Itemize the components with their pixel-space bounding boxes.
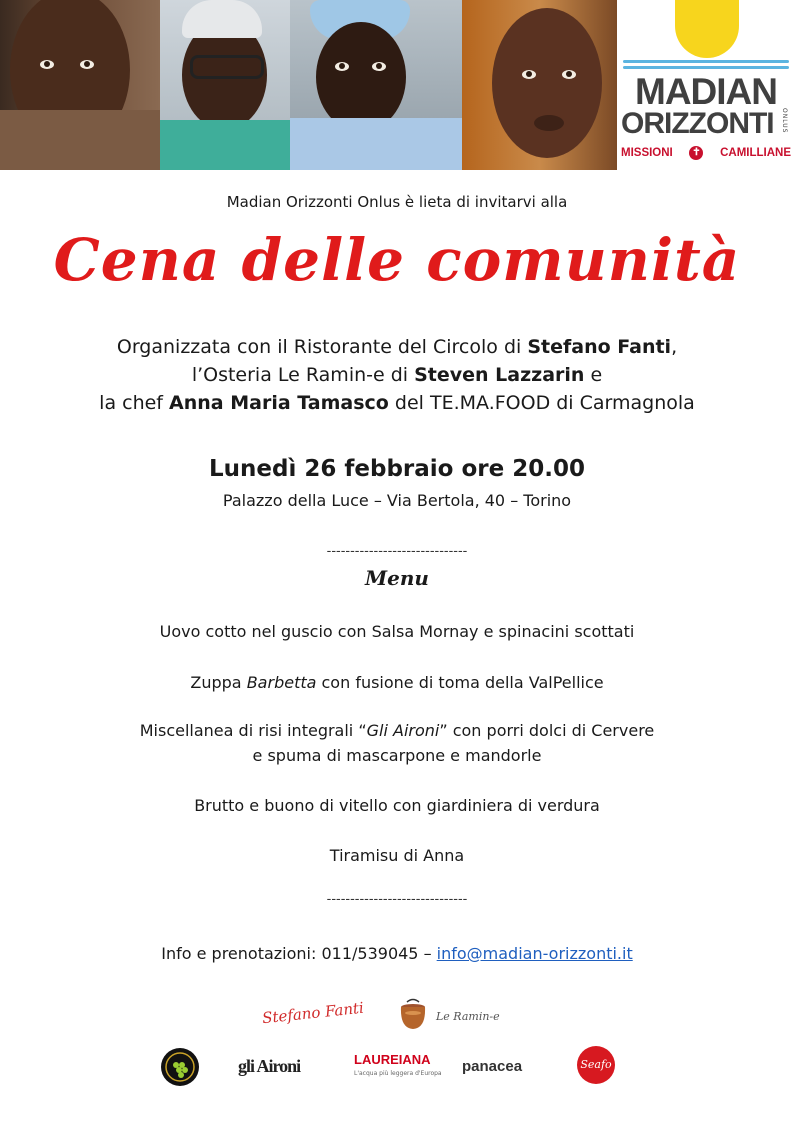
event-place: Palazzo della Luce – Via Bertola, 40 – Torino: [222, 491, 572, 510]
logo-subtitle: [621, 146, 791, 160]
sponsor-panacea: panacea: [462, 1058, 523, 1075]
sponsor-gli-aironi: gli Aironi: [238, 1056, 301, 1076]
logo-sub-right: CAMILLIANE: [720, 147, 791, 159]
menu-dish-4: Brutto e buono di vitello con giardiniera di verdura: [194, 796, 600, 815]
org-text: la chef: [99, 392, 170, 414]
menu-dish-3: [0, 721, 794, 740]
dish-text: ” con porri dolci di Cervere: [439, 721, 655, 740]
event-title: Cena delle comunità: [53, 226, 741, 294]
wave-line: [623, 60, 789, 63]
menu-dish-3-line-2: e spuma di mascarpone e mandorle: [252, 746, 542, 765]
sun-icon: [675, 0, 739, 58]
laureiana-name: LAUREIANA: [354, 1052, 431, 1067]
menu-heading: Menu: [365, 566, 429, 590]
organizer-line-3: [0, 389, 794, 417]
contact-label: Info e prenotazioni: 011/539045 –: [161, 944, 437, 963]
org-text: Organizzata con il Ristorante del Circolo di: [116, 336, 528, 358]
laureiana-tagline: L'acqua più leggera d'Europa: [354, 1070, 442, 1077]
organizer-name: Anna Maria Tamasco: [169, 392, 389, 414]
pot-icon: [398, 998, 428, 1032]
menu-dish-5: Tiramisu di Anna: [329, 846, 465, 865]
photo-child-left: [0, 0, 160, 170]
logo-line1: MADIAN: [635, 71, 777, 112]
event-date: Lunedì 26 febbraio ore 20.00: [209, 456, 585, 482]
separator-top: ------------------------------: [326, 544, 468, 559]
contact-info: [0, 944, 794, 963]
invite-intro: Madian Orizzonti Onlus è lieta di invitarvi alla: [226, 193, 568, 211]
logo-line2: ORIZZONTI: [621, 107, 774, 140]
dish-italic: Barbetta: [246, 673, 317, 692]
dish-italic: Gli Aironi: [366, 721, 440, 740]
organizer-name: Stefano Fanti: [527, 336, 672, 358]
org-text: ,: [671, 336, 678, 358]
wave-line: [623, 66, 789, 69]
org-text: del TE.MA.FOOD di Carmagnola: [388, 392, 695, 414]
dish-text: Miscellanea di risi integrali “: [139, 721, 367, 740]
madian-orizzonti-logo: [617, 0, 794, 170]
organizer-name: Steven Lazzarin: [414, 364, 585, 386]
sponsor-stefano-fanti: Stefano Fanti: [261, 998, 365, 1028]
logo-onlus: ONLUS: [781, 108, 788, 134]
organizers: [0, 333, 794, 417]
photo-doctor: [290, 0, 462, 170]
sponsor-le-ramine: Le Ramin-e: [436, 1010, 500, 1023]
organizer-line-2: [0, 361, 794, 389]
organizer-line-1: [0, 333, 794, 361]
sponsor-laureiana: [354, 1050, 442, 1077]
photo-child-right: [462, 0, 617, 170]
org-text: e: [584, 364, 603, 386]
menu-dish-2: [0, 673, 794, 692]
menu-dish-1: Uovo cotto nel guscio con Salsa Mornay e spinacini scottati: [159, 622, 635, 641]
logo-sub-left: MISSIONI: [621, 147, 673, 159]
cross-icon: ✝: [689, 146, 703, 160]
org-text: l’Osteria Le Ramin-e di: [191, 364, 415, 386]
sponsor-grapes-logo: [160, 1047, 200, 1087]
email-link[interactable]: info@madian-orizzonti.it: [436, 944, 633, 963]
separator-bottom: ------------------------------: [326, 892, 468, 907]
photo-nurse: [160, 0, 290, 170]
dish-text: con fusione di toma della ValPellice: [316, 673, 604, 692]
dish-text: Zuppa: [190, 673, 247, 692]
sponsor-seafo: Seafo: [577, 1046, 615, 1084]
